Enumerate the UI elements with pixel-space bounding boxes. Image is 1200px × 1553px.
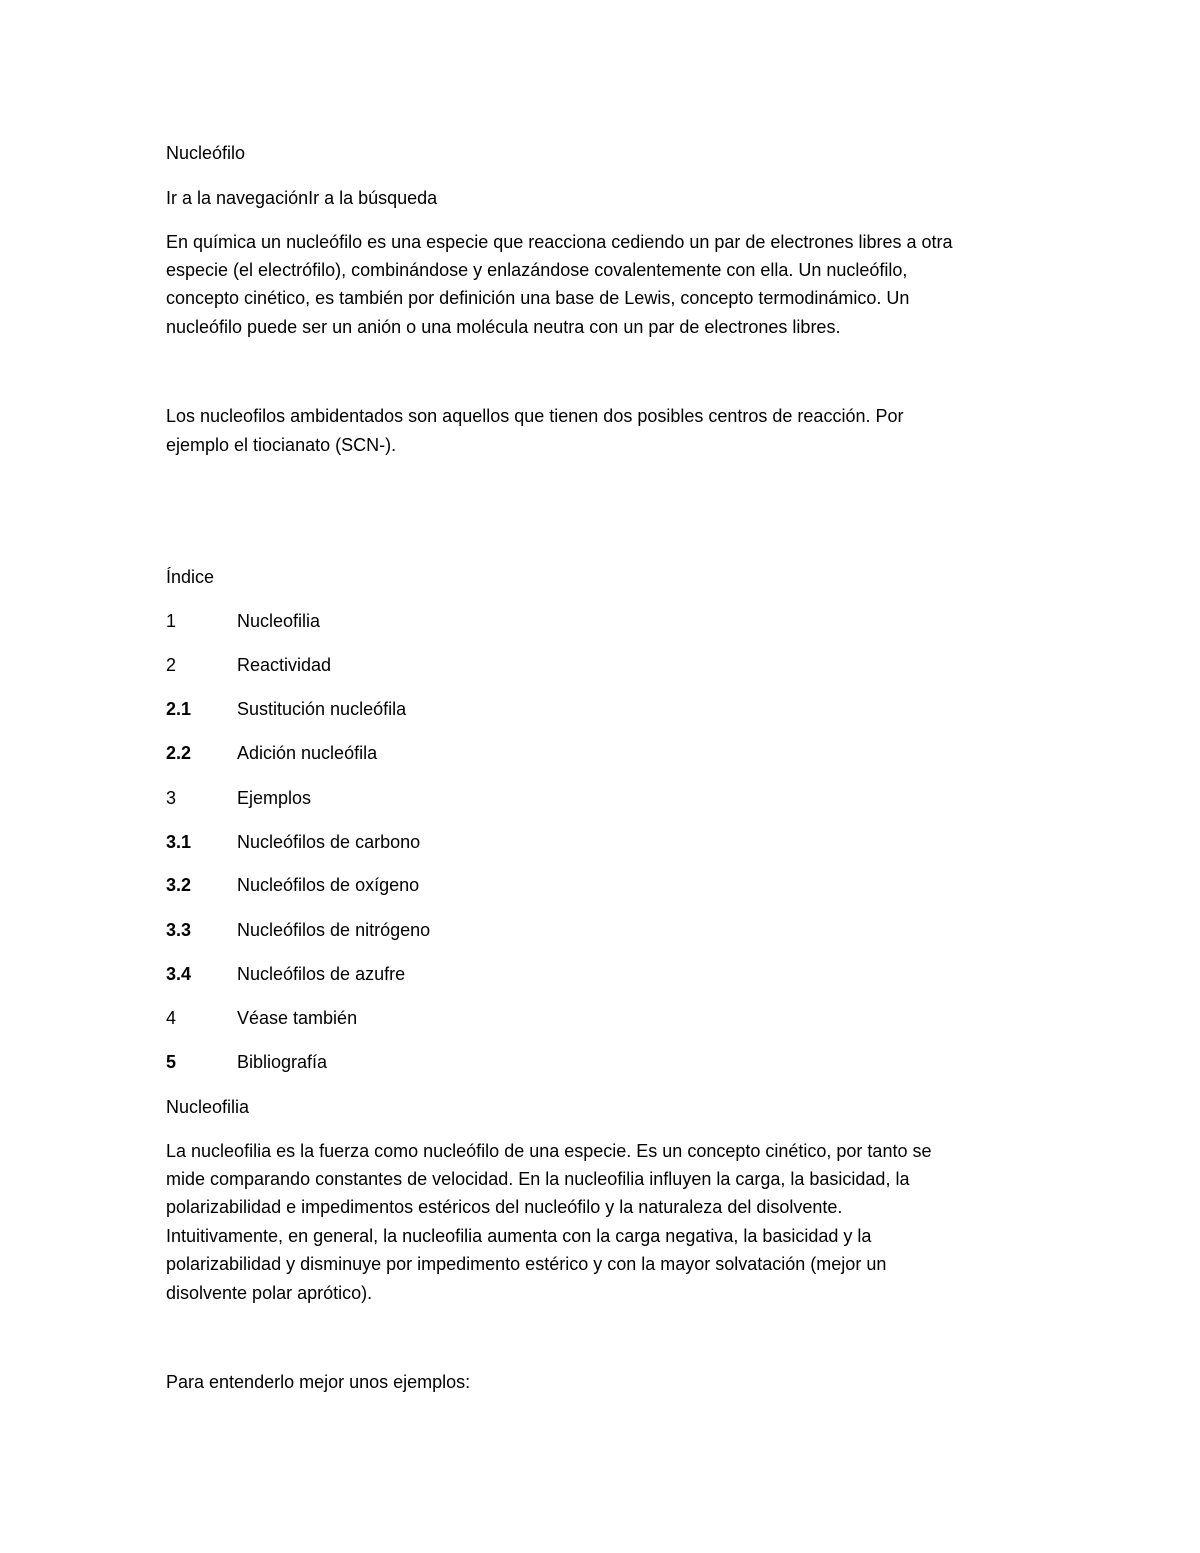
ambident-line: Los nucleofilos ambidentados son aquellos que tienen dos posibles centros de reacción. Por <box>166 406 904 426</box>
section-heading: Nucleofilia <box>166 1097 250 1117</box>
toc-number: 5 <box>166 1052 177 1072</box>
toc-number: 3 <box>166 788 177 808</box>
toc-number: 3.1 <box>166 832 192 852</box>
toc-label[interactable]: Nucleófilos de azufre <box>237 964 406 984</box>
toc-number: 1 <box>166 611 177 631</box>
toc-number: 2.1 <box>166 699 192 719</box>
toc-label[interactable]: Sustitución nucleófila <box>237 699 407 719</box>
toc-label[interactable]: Bibliografía <box>237 1052 328 1072</box>
toc-label[interactable]: Nucleófilos de nitrógeno <box>237 920 431 940</box>
navigation-links[interactable]: Ir a la navegaciónIr a la búsqueda <box>166 188 438 208</box>
toc-label[interactable]: Ejemplos <box>237 788 312 808</box>
toc-label[interactable]: Nucleofilia <box>237 611 321 631</box>
toc-label[interactable]: Adición nucleófila <box>237 743 378 763</box>
nucleofilia-line: polarizabilidad e impedimentos estéricos del nucleófilo y la naturaleza del disolvente. <box>166 1197 843 1217</box>
intro-line: En química un nucleófilo es una especie que reacciona cediendo un par de electrones libres a otra <box>166 232 953 252</box>
toc-number: 2.2 <box>166 743 192 763</box>
toc-label[interactable]: Reactividad <box>237 655 332 675</box>
intro-line: especie (el electrófilo), combinándose y enlazándose covalentemente con ella. Un nucleófilo, <box>166 260 908 280</box>
toc-number: 4 <box>166 1008 177 1028</box>
toc-label[interactable]: Nucleófilos de carbono <box>237 832 421 852</box>
nucleofilia-line: La nucleofilia es la fuerza como nucleófilo de una especie. Es un concepto cinético, por tanto se <box>166 1141 932 1161</box>
page-title: Nucleófilo <box>166 143 246 163</box>
toc-number: 3.4 <box>166 964 192 984</box>
toc-heading: Índice <box>166 567 215 587</box>
toc-label[interactable]: Véase también <box>237 1008 358 1028</box>
nucleofilia-line: disolvente polar aprótico). <box>166 1283 373 1303</box>
toc-label[interactable]: Nucleófilos de oxígeno <box>237 875 420 895</box>
nucleofilia-line: Intuitivamente, en general, la nucleofilia aumenta con la carga negativa, la basicidad y la <box>166 1226 872 1246</box>
closing-line: Para entenderlo mejor unos ejemplos: <box>166 1372 471 1392</box>
intro-line: concepto cinético, es también por definición una base de Lewis, concepto termodinámico. Un <box>166 288 910 308</box>
intro-line: nucleófilo puede ser un anión o una molécula neutra con un par de electrones libres. <box>166 317 841 337</box>
nucleofilia-line: mide comparando constantes de velocidad. En la nucleofilia influyen la carga, la basicidad, la <box>166 1169 910 1189</box>
nucleofilia-line: polarizabilidad y disminuye por impedimento estérico y con la mayor solvatación (mejor un <box>166 1254 887 1274</box>
toc-number: 3.3 <box>166 920 192 940</box>
toc-number: 3.2 <box>166 875 192 895</box>
toc-number: 2 <box>166 655 177 675</box>
ambident-line: ejemplo el tiocianato (SCN-). <box>166 435 397 455</box>
